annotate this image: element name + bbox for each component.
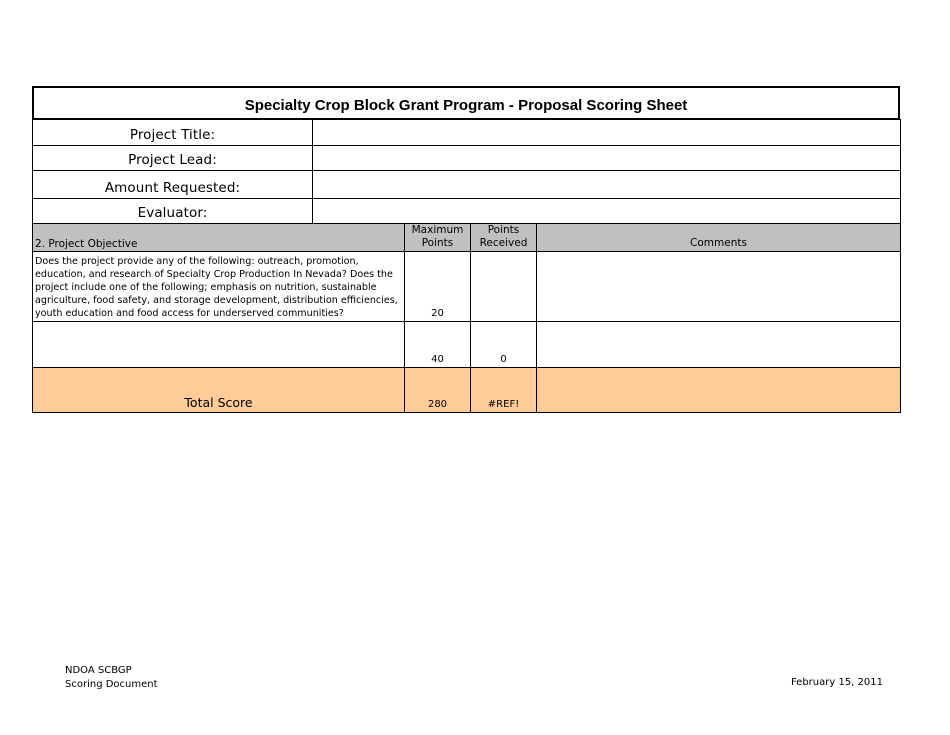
footer-org xyxy=(65,664,158,692)
info-row-project-lead xyxy=(33,146,901,171)
objective-header-row xyxy=(33,224,901,252)
total-score-label: Total Score xyxy=(33,368,405,413)
objective-heading: 2. Project Objective xyxy=(33,224,405,252)
amount-requested-label: Amount Requested: xyxy=(33,171,313,199)
total-comments[interactable] xyxy=(537,368,901,413)
total-points-received: #REF! xyxy=(471,368,537,413)
max-points-heading-line1: Maximum xyxy=(411,224,464,236)
amount-requested-field[interactable] xyxy=(313,171,901,199)
info-row-amount-requested xyxy=(33,171,901,199)
table-row xyxy=(33,322,901,368)
sheet-title: Specialty Crop Block Grant Program - Proposal Scoring Sheet xyxy=(32,86,900,120)
max-points-cell: 40 xyxy=(405,322,471,368)
points-received-heading-line1: Points xyxy=(487,224,520,236)
comments-cell[interactable] xyxy=(537,322,901,368)
total-score-row xyxy=(33,368,901,413)
comments-heading: Comments xyxy=(537,224,901,252)
table-row xyxy=(33,252,901,322)
max-points-cell: 20 xyxy=(405,252,471,322)
max-points-heading xyxy=(405,224,471,252)
points-received-heading xyxy=(471,224,537,252)
project-lead-label: Project Lead: xyxy=(33,146,313,171)
comments-cell[interactable] xyxy=(537,252,901,322)
footer-date: February 15, 2011 xyxy=(790,677,883,688)
evaluator-label: Evaluator: xyxy=(33,199,313,224)
points-received-cell[interactable]: 0 xyxy=(471,322,537,368)
info-row-project-title xyxy=(33,120,901,146)
project-title-field[interactable] xyxy=(313,120,901,146)
project-lead-field[interactable] xyxy=(313,146,901,171)
info-row-evaluator xyxy=(33,199,901,224)
points-received-cell[interactable] xyxy=(471,252,537,322)
footer-org-line2: Scoring Document xyxy=(65,679,158,690)
scoring-table xyxy=(32,119,901,413)
objective-description xyxy=(33,322,405,368)
objective-description: Does the project provide any of the following: outreach, promotion, education, and research of Specialty Crop Production In Nevada? Does the project include one of the following; emphasis on nutrition, sustainable agriculture, food safety, and storage development, distribution efficiencies, youth education and food access for underserved communities? xyxy=(33,252,405,322)
points-received-heading-line2: Received xyxy=(479,237,528,249)
project-title-label: Project Title: xyxy=(33,120,313,146)
scoring-sheet xyxy=(32,86,900,413)
max-points-heading-line2: Points xyxy=(421,237,454,249)
footer-org-line1: NDOA SCBGP xyxy=(65,665,132,676)
evaluator-field[interactable] xyxy=(313,199,901,224)
total-max-points: 280 xyxy=(405,368,471,413)
